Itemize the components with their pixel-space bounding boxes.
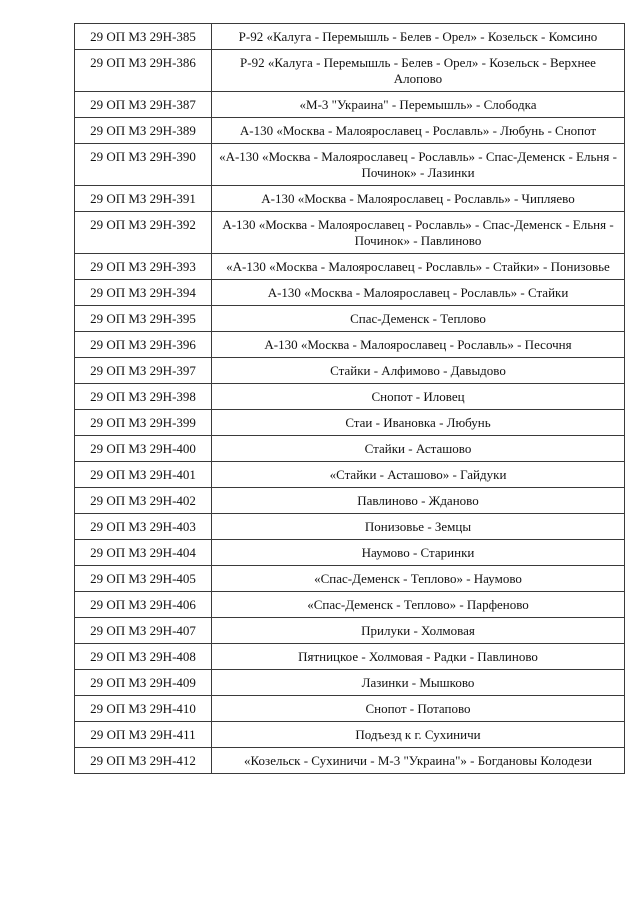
- table-row: [75, 280, 625, 306]
- road-code-cell: 29 ОП МЗ 29Н-411: [75, 722, 212, 748]
- road-name-cell: Р-92 «Калуга - Перемышль - Белев - Орел» - Козельск - Комсино: [212, 24, 625, 50]
- road-name-cell: Р-92 «Калуга - Перемышль - Белев - Орел» - Козельск - Верхнее Алопово: [212, 50, 625, 92]
- road-code-cell: 29 ОП МЗ 29Н-395: [75, 306, 212, 332]
- road-code-cell: 29 ОП МЗ 29Н-409: [75, 670, 212, 696]
- table-row: [75, 118, 625, 144]
- table-row: [75, 592, 625, 618]
- road-name-cell: Стайки - Алфимово - Давыдово: [212, 358, 625, 384]
- road-name-cell: А-130 «Москва - Малоярославец - Рославль» - Песочня: [212, 332, 625, 358]
- road-name-cell: А-130 «Москва - Малоярославец - Рославль» - Стайки: [212, 280, 625, 306]
- road-code-cell: 29 ОП МЗ 29Н-406: [75, 592, 212, 618]
- road-name-cell: «Спас-Деменск - Теплово» - Наумово: [212, 566, 625, 592]
- road-code-cell: 29 ОП МЗ 29Н-391: [75, 186, 212, 212]
- road-code-cell: 29 ОП МЗ 29Н-390: [75, 144, 212, 186]
- road-name-cell: «Спас-Деменск - Теплово» - Парфеново: [212, 592, 625, 618]
- table-row: [75, 92, 625, 118]
- road-code-cell: 29 ОП МЗ 29Н-398: [75, 384, 212, 410]
- table-row: [75, 436, 625, 462]
- table-row: [75, 410, 625, 436]
- road-code-cell: 29 ОП МЗ 29Н-386: [75, 50, 212, 92]
- road-name-cell: Подъезд к г. Сухиничи: [212, 722, 625, 748]
- table-row: [75, 254, 625, 280]
- road-code-cell: 29 ОП МЗ 29Н-397: [75, 358, 212, 384]
- table-row: [75, 488, 625, 514]
- road-code-cell: 29 ОП МЗ 29Н-389: [75, 118, 212, 144]
- road-name-cell: Наумово - Старинки: [212, 540, 625, 566]
- road-code-cell: 29 ОП МЗ 29Н-396: [75, 332, 212, 358]
- road-code-cell: 29 ОП МЗ 29Н-402: [75, 488, 212, 514]
- table-row: [75, 144, 625, 186]
- table-row: [75, 212, 625, 254]
- road-code-cell: 29 ОП МЗ 29Н-408: [75, 644, 212, 670]
- road-name-cell: Снопот - Иловец: [212, 384, 625, 410]
- road-code-cell: 29 ОП МЗ 29Н-400: [75, 436, 212, 462]
- road-name-cell: Снопот - Потапово: [212, 696, 625, 722]
- table-row: [75, 670, 625, 696]
- road-name-cell: Пятницкое - Холмовая - Радки - Павлиново: [212, 644, 625, 670]
- road-name-cell: А-130 «Москва - Малоярославец - Рославль» - Спас-Деменск - Ельня - Починок» - Павлиново: [212, 212, 625, 254]
- table-row: [75, 384, 625, 410]
- roads-table-body: [75, 24, 625, 774]
- table-row: [75, 618, 625, 644]
- road-code-cell: 29 ОП МЗ 29Н-404: [75, 540, 212, 566]
- road-name-cell: А-130 «Москва - Малоярославец - Рославль» - Любунь - Снопот: [212, 118, 625, 144]
- road-name-cell: А-130 «Москва - Малоярославец - Рославль» - Чипляево: [212, 186, 625, 212]
- table-row: [75, 358, 625, 384]
- table-row: [75, 748, 625, 774]
- road-code-cell: 29 ОП МЗ 29Н-412: [75, 748, 212, 774]
- table-row: [75, 332, 625, 358]
- road-code-cell: 29 ОП МЗ 29Н-387: [75, 92, 212, 118]
- road-code-cell: 29 ОП МЗ 29Н-394: [75, 280, 212, 306]
- table-row: [75, 566, 625, 592]
- roads-table: [74, 23, 625, 774]
- road-code-cell: 29 ОП МЗ 29Н-405: [75, 566, 212, 592]
- road-name-cell: Прилуки - Холмовая: [212, 618, 625, 644]
- road-name-cell: «М-3 "Украина" - Перемышль» - Слободка: [212, 92, 625, 118]
- table-row: [75, 644, 625, 670]
- road-code-cell: 29 ОП МЗ 29Н-392: [75, 212, 212, 254]
- table-row: [75, 696, 625, 722]
- road-code-cell: 29 ОП МЗ 29Н-401: [75, 462, 212, 488]
- road-name-cell: «Стайки - Асташово» - Гайдуки: [212, 462, 625, 488]
- table-row: [75, 24, 625, 50]
- road-name-cell: «А-130 «Москва - Малоярославец - Рославль» - Стайки» - Понизовье: [212, 254, 625, 280]
- road-code-cell: 29 ОП МЗ 29Н-385: [75, 24, 212, 50]
- road-code-cell: 29 ОП МЗ 29Н-410: [75, 696, 212, 722]
- table-row: [75, 462, 625, 488]
- road-code-cell: 29 ОП МЗ 29Н-393: [75, 254, 212, 280]
- road-code-cell: 29 ОП МЗ 29Н-407: [75, 618, 212, 644]
- road-name-cell: «Козельск - Сухиничи - М-3 "Украина"» - Богдановы Колодези: [212, 748, 625, 774]
- table-row: [75, 50, 625, 92]
- road-code-cell: 29 ОП МЗ 29Н-403: [75, 514, 212, 540]
- road-name-cell: Спас-Деменск - Теплово: [212, 306, 625, 332]
- table-row: [75, 514, 625, 540]
- road-name-cell: Стайки - Асташово: [212, 436, 625, 462]
- road-code-cell: 29 ОП МЗ 29Н-399: [75, 410, 212, 436]
- road-name-cell: Стаи - Ивановка - Любунь: [212, 410, 625, 436]
- road-name-cell: Лазинки - Мышково: [212, 670, 625, 696]
- table-row: [75, 186, 625, 212]
- table-row: [75, 540, 625, 566]
- road-name-cell: «А-130 «Москва - Малоярославец - Рославль» - Спас-Деменск - Ельня - Починок» - Лазинки: [212, 144, 625, 186]
- road-name-cell: Понизовье - Земцы: [212, 514, 625, 540]
- table-row: [75, 306, 625, 332]
- table-row: [75, 722, 625, 748]
- road-name-cell: Павлиново - Жданово: [212, 488, 625, 514]
